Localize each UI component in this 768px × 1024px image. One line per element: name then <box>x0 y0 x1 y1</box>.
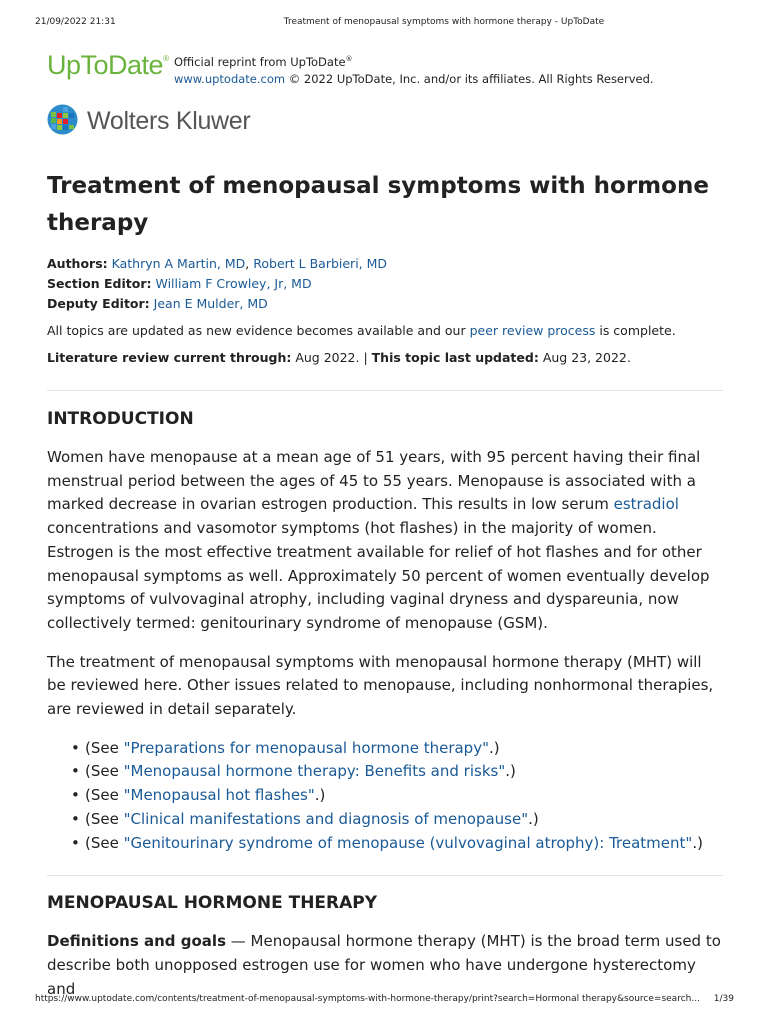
authors-label: Authors: <box>47 256 108 271</box>
review-dates <box>47 348 723 368</box>
see-link-hot-flashes[interactable]: "Menopausal hot flashes" <box>123 786 315 805</box>
section-editor-label: Section Editor: <box>47 276 152 291</box>
definitions-paragraph: Definitions and goals — Menopausal hormone therapy (MHT) is the broad term used to describe both unopposed estrogen use for women who have undergone hysterectomy and <box>47 932 721 998</box>
see-link-gsm-treatment[interactable]: "Genitourinary syndrome of menopause (vulvovaginal atrophy): Treatment" <box>123 833 693 852</box>
see-link-preparations[interactable]: "Preparations for menopausal hormone therapy" <box>123 738 489 757</box>
brand-row <box>47 50 727 86</box>
introduction-heading: INTRODUCTION <box>47 409 194 429</box>
article <box>47 168 723 1001</box>
list-item: • (See "Menopausal hot flashes".) <box>47 784 723 808</box>
mht-heading: MENOPAUSAL HORMONE THERAPY <box>47 893 378 914</box>
article-title: Treatment of menopausal symptoms with hormone therapy <box>47 173 709 236</box>
wolters-kluwer-logo <box>47 104 307 138</box>
section-editor-link[interactable]: William F Crowley, Jr, MD <box>155 276 312 291</box>
uptodate-logo: UpToDate® <box>47 50 169 80</box>
print-datetime: 21/09/2022 21:31 <box>35 17 116 27</box>
list-item: • (See "Clinical manifestations and diagnosis of menopause".) <box>47 808 723 832</box>
author-link-martin[interactable]: Kathryn A Martin, MD <box>111 256 246 271</box>
divider <box>47 875 723 876</box>
article-credits <box>47 254 723 314</box>
see-link-benefits-risks[interactable]: "Menopausal hormone therapy: Benefits and risks" <box>123 762 506 781</box>
author-link-barbieri[interactable]: Robert L Barbieri, MD <box>253 256 388 271</box>
last-updated-value: Aug 23, 2022. <box>538 350 631 365</box>
page-number: 1/39 <box>713 994 734 1004</box>
print-url: https://www.uptodate.com/contents/treatment-of-menopausal-symptoms-with-hormone-therapy/print?search=Hormonal therapy&source=search... <box>35 994 700 1004</box>
estradiol-link[interactable]: estradiol <box>613 495 679 514</box>
deputy-editor-label: Deputy Editor: <box>47 296 150 311</box>
wolters-kluwer-globe-icon <box>47 104 78 135</box>
section-editor-line <box>47 274 723 294</box>
lit-review-value: Aug 2022. | <box>291 350 372 365</box>
definitions-label: Definitions and goals <box>47 932 227 951</box>
intro-paragraph-1: Women have menopause at a mean age of 51 years, with 95 percent having their final menstrual period between the ages of 45 to 55 years. Menopause is associated with a marked decrease in ovarian estrogen production. This results in low serum estradiol concentrations and vasomotor symptoms (hot flashes) in the majority of women. Estrogen is the most effective treatment available for relief of hot flashes and for other menopausal symptoms as well. Approximately 50 percent of women eventually develop symptoms of vulvovaginal atrophy, including vaginal dryness and dyspareunia, now collectively termed: genitourinary syndrome of menopause (GSM). <box>47 448 710 632</box>
uptodate-site-link[interactable]: www.uptodate.com <box>174 71 286 86</box>
last-updated-label: This topic last updated: <box>371 350 539 365</box>
registered-mark: ® <box>345 55 353 63</box>
list-item: • (See "Genitourinary syndrome of menopause (vulvovaginal atrophy): Treatment".) <box>47 832 723 856</box>
lit-review-label: Literature review current through: <box>47 350 292 365</box>
deputy-editor-line <box>47 294 723 314</box>
deputy-editor-link[interactable]: Jean E Mulder, MD <box>153 296 268 311</box>
reprint-notice <box>174 51 654 88</box>
peer-review-link[interactable]: peer review process <box>469 323 596 338</box>
divider <box>47 390 723 391</box>
copyright-text: © 2022 UpToDate, Inc. and/or its affiliates. All Rights Reserved. <box>285 71 654 86</box>
print-page-title: Treatment of menopausal symptoms with hormone therapy - UpToDate <box>283 17 605 27</box>
print-header <box>0 17 768 31</box>
publisher-name: Wolters Kluwer <box>87 107 251 135</box>
reprint-text: Official reprint from UpToDate <box>174 54 346 69</box>
list-item: • (See "Menopausal hormone therapy: Benefits and risks".) <box>47 760 723 784</box>
intro-paragraph-2: The treatment of menopausal symptoms with menopausal hormone therapy (MHT) will be reviewed here. Other issues related to menopause, including nonhormonal therapies, are reviewed in detail separately. <box>47 652 714 719</box>
list-item: • (See "Preparations for menopausal hormone therapy".) <box>47 737 723 761</box>
authors-line: Authors: Kathryn A Martin, MD, Robert L Barbieri, MD <box>47 256 388 271</box>
print-footer <box>0 994 768 1008</box>
see-link-clinical-manifestations[interactable]: "Clinical manifestations and diagnosis of menopause" <box>123 809 529 828</box>
update-note: All topics are updated as new evidence becomes available and our peer review process is complete. <box>47 323 676 338</box>
see-also-list <box>47 737 723 856</box>
